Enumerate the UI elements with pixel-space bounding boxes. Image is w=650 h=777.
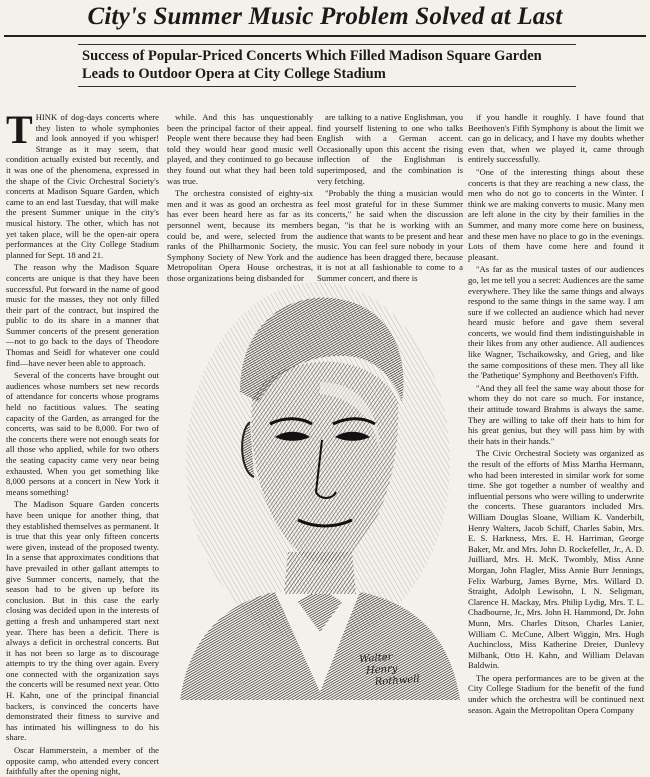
column-3-paragraph-2: "Probably the thing a musician would feel most grateful for in these Summer concerts," he said when the discussion began, "is that he is working with an audience that wants to be present and hear music. You can feel sure nobody in your audience has been dragged there, because it is not at all fashionable to come to a Summer concert, and there is <box>317 188 463 283</box>
column-4-paragraph-4: "And they all feel the same way about those for whom they do not care so much. For instance, their attitude toward Brahms is always the same. They are willing to take off their hats to him for his great genius, but they will pass him by with their hats in their hands." <box>468 382 644 446</box>
caption-line-2: Henry <box>365 663 398 677</box>
column-4-paragraph-5: The Civic Orchestral Society was organized as the result of the efforts of Miss Martha Hermann, who had been interested in similar work for some time. She got together a number of wealthy and influential persons who were willing to underwrite the concerts. These guarantors included Mrs. William Douglas Sloane, William K. Vanderbilt, Henry Walters, Jacob Schiff, Charles Sabin, Mrs. E. S. Harkness, Mrs. E. H. Harriman, George Baker, Mr. and Mrs. John D. Rockefeller, Jr., A. D. Juilliard, Mrs. H. McK. Twombly, Miss Anne Morgan, John Flagler, Miss Annie Burr Jennings, Felix Warburg, James Byrne, Mrs. Willard D. Straight, Adolph Lewisohn, I. N. Seligman, Clarence H. Mackay, Mrs. Philip Lydig, Mrs. T. L. Chadbourne, Jr., Mrs. John H. Hammond, Dr. John Munn, Mrs. Charles Ditson, Charles Lanier, William C. McCune, Albert Wiggin, Mrs. Hugh Auchincloss, Miss Katherine Dreier, Dunlevy Milbank, Otto H. Kahn, and William Delavan Baldwin. <box>468 448 644 671</box>
column-4-paragraph-6: The opera performances are to be given at the City College Stadium for the benefit of the fund under which the orchestra will be continued next season. Again the Metropolitan Opera Company <box>468 672 644 715</box>
article-column-2 <box>167 112 313 283</box>
article-column-1 <box>6 107 159 777</box>
column-1-paragraph-5: Oscar Hammerstein, a member of the opposite camp, who attended every concert faithfully after the opening night, <box>6 745 159 777</box>
column-2-paragraph-1: while. And this has unquestionably been the principal factor of their appeal. People went there because they had been told they would hear good music well played, and they continued to go because they found out what they had been told was true. <box>167 112 313 186</box>
caption-line-3: Rothwell <box>374 673 421 689</box>
portrait-signature-caption <box>359 650 420 690</box>
subheadline: Success of Popular-Priced Concerts Which Filled Madison Square Garden Leads to Outdoor Opera at City College Stadium <box>78 44 576 87</box>
newspaper-page <box>0 2 650 777</box>
drop-cap: T <box>6 107 33 152</box>
headline: City's Summer Music Problem Solved at Last <box>87 3 563 30</box>
caption-line-1: Walter <box>358 651 393 666</box>
column-1-paragraph-4: The Madison Square Garden concerts have been unique for another thing, that they established themselves as permanent. It is true that this year only fifteen concerts were given, instead of the proposed twenty. In a sense that approximates conditions that have prevailed in other gallant attempts to give Summer concerts, namely, that the season had to be given up before its conclusion. But in this case the early closing was decided upon in the interests of getting a fresh and unhampered start next year. There has been a deficit. There is always a deficit in orchestral concerts. But it has not been so large as to discourage attempts to try the thing over again. Every one connected with the organization says the concerts will be resumed next year. Otto H. Kahn, one of the principal financial backers, is convinced the concerts have demonstrated their fitness to survive and has intimated his willingness to do his share. <box>6 499 159 743</box>
column-1-paragraph-1-text: HINK of dog-days concerts where they listen to whole symphonies and look annoyed if you whisper! Strange as it may seem, that condition actually existed but recently, and it was one of the phenomena, expressed in the shape of the Civic Orchestral Society's concerts at Madison Square Garden, which came to an end last Tuesday, that will make the present Summer unique in the city's musical history. The other, which has not yet taken place, will be the open-air opera performances at the City College Stadium planned for Sept. 18 and 21. <box>6 112 159 260</box>
article-column-4 <box>468 112 644 715</box>
column-1-paragraph-3: Several of the concerts have brought out audiences whose numbers set new records of attendance for concerts whose programs held no factitious values. The seating capacity of the Garden, as arranged for the concerts, was said to be 8,000. For two of the concerts there were not enough seats for all those who applied, while for two others the seating capacity came very near being exhausted. When you get something like 8,000 persons at a concert in New York it means something! <box>6 370 159 497</box>
column-4-paragraph-3: "As far as the musical tastes of our audiences go, let me tell you a secret: Audiences are the same everywhere. They like the same things and always respond to the same things in the same way. I am sure if we collected an audience which had never heard music before and gave them several concerts, we would find them indistinguishable in their likes from any other audience. All audiences like Wagner, Tschaikowsky, and Grieg, and like the same compositions of these men. They all like the 'Pathetique' Symphony and Beethoven's Fifth. <box>468 264 644 381</box>
portrait-illustration <box>170 272 464 700</box>
column-3-paragraph-1: are talking to a native Englishman, you find yourself listening to one who talks English with a German accent. Occasionally upon this accent the rising inflection of the Englishman is superimposed, and the combination is very fetching. <box>317 112 463 186</box>
article-column-3 <box>317 112 463 283</box>
headline-rule <box>4 35 646 37</box>
column-4-paragraph-2: "One of the interesting things about these concerts is that they are reaching a new class, the men who do not go to concerts in the Winter. I think we are making converts to music. Many men are left alone in the city by their families in the Summer, and many more come here on business, and these men have no place to go in the evenings. Lots of them have come here and found it pleasant. <box>468 166 644 262</box>
column-1-paragraph-2: The reason why the Madison Square concerts are unique is that they have been successful. Put forward in the name of good music for the masses, they not only filled their part of the contract, but inspired the public to do its share in a manner that Summer concerts of the present generation—not to go back to the days of Theodore Thomas and Seidl for whatever one could find—have never been able to approach. <box>6 262 159 368</box>
column-1-paragraph-1 <box>6 107 159 260</box>
column-2-paragraph-2: The orchestra consisted of eighty-six men and it was as good an orchestra as has ever been heard here as far as its personnel went, because its members could be, and were, selected from the ranks of the Philharmonic Society, the Symphony Society of New York and the Metropolitan Opera House orchestras, those organizations being disbanded for <box>167 188 313 283</box>
column-4-paragraph-1: if you handle it roughly. I have found that Beethoven's Fifth Symphony is about the limit we can go in delicacy, and I have my doubts whether even that, when we played it, came through entirely successfully. <box>468 112 644 165</box>
